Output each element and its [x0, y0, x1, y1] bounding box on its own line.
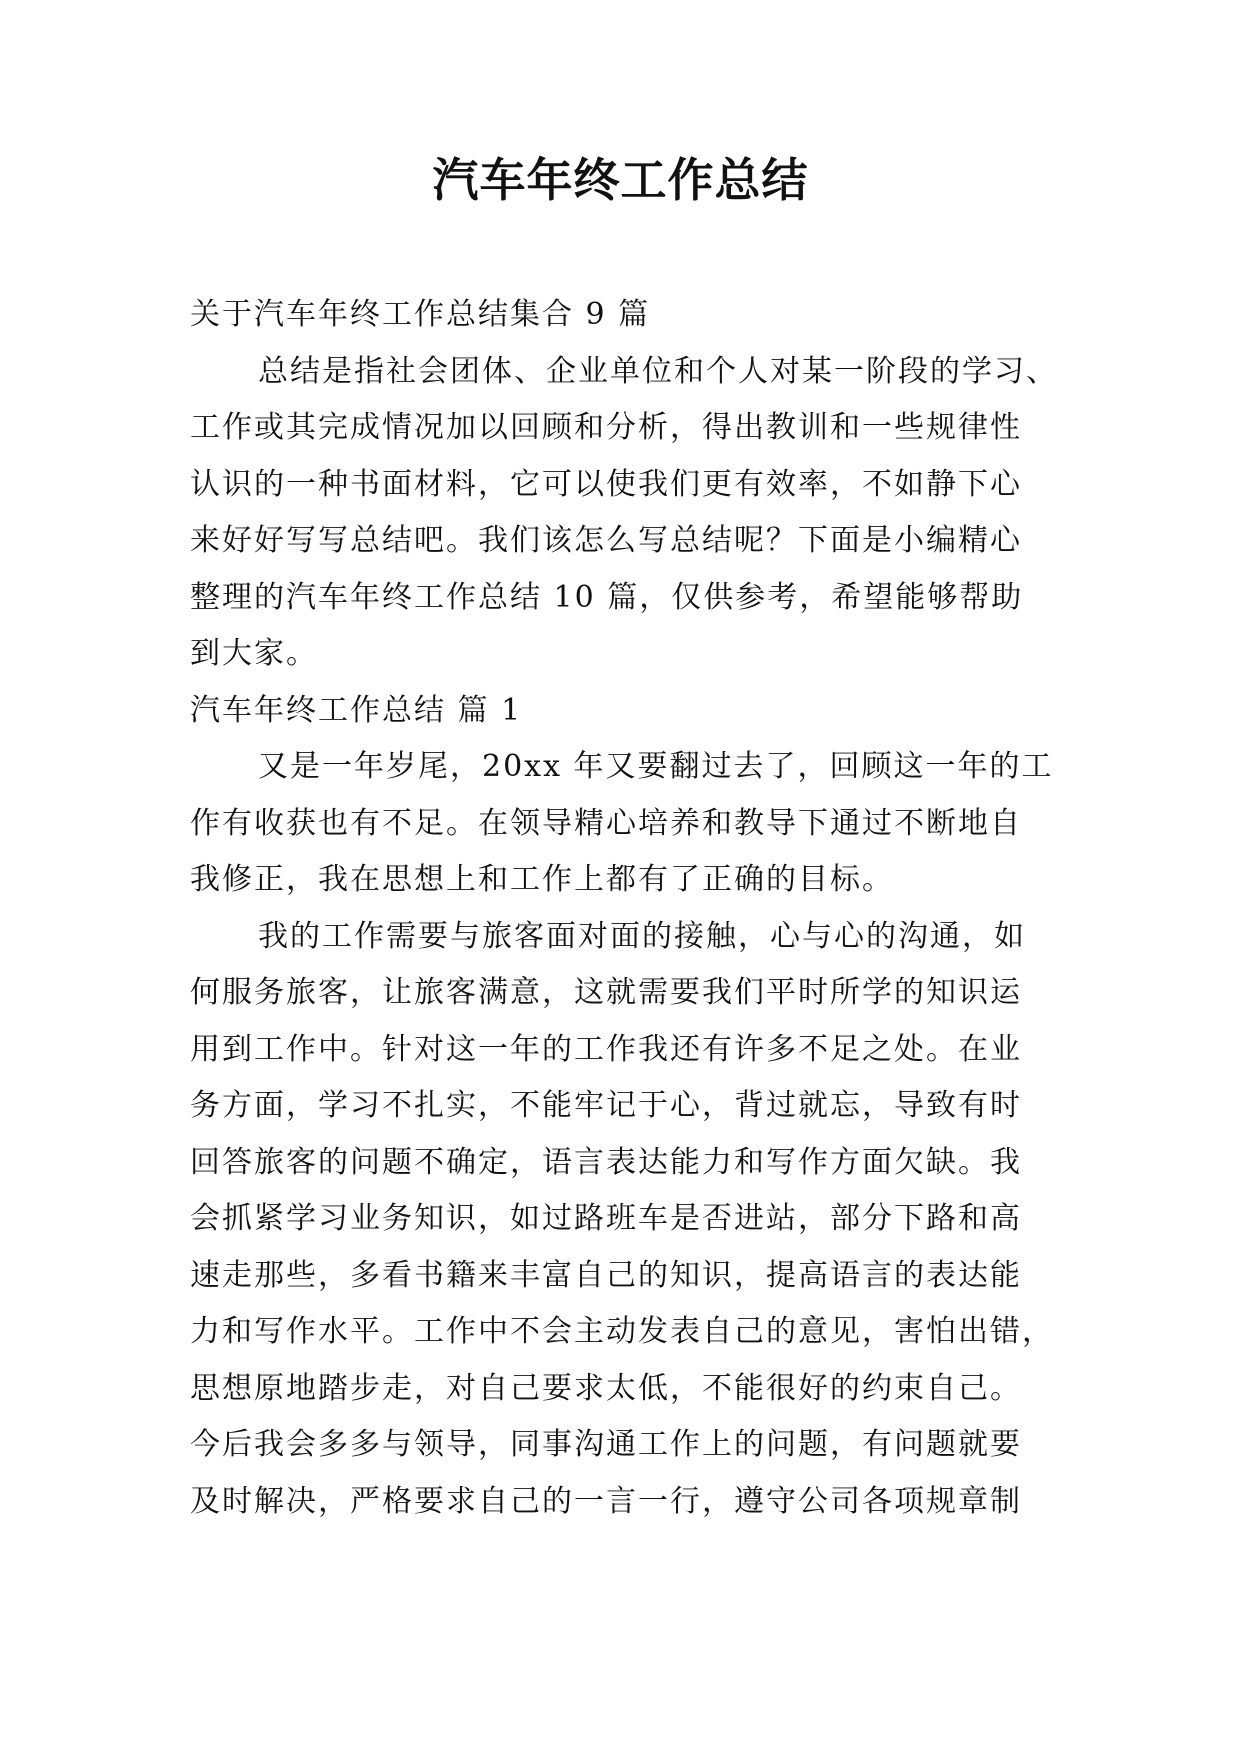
- text-line: 思想原地踏步走，对自己要求太低，不能很好的约束自己。: [190, 1370, 1022, 1406]
- text-line: 今后我会多多与领导，同事沟通工作上的问题，有问题就要: [190, 1427, 1022, 1462]
- text-line: 力和写作水平。工作中不会主动发表自己的意见，害怕出错，: [190, 1314, 1054, 1349]
- text-line: 我的工作需要与旅客面对面的接触，心与心的沟通，如: [258, 918, 1026, 954]
- document-title: 汽车年终工作总结: [432, 153, 809, 207]
- text-line: 认识的一种书面材料，它可以使我们更有效率，不如静下心: [190, 466, 1022, 502]
- text-line: 我修正，我在思想上和工作上都有了正确的目标。: [190, 862, 894, 897]
- text-line: 来好好写写总结吧。我们该怎么写总结呢？下面是小编精心: [190, 523, 1022, 558]
- text-line: 会抓紧学习业务知识，如过路班车是否进站，部分下路和高: [190, 1201, 1022, 1236]
- text-line: 及时解决，严格要求自己的一言一行，遵守公司各项规章制: [190, 1483, 1022, 1519]
- text-line: 作有收获也有不足。在领导精心培养和教导下通过不断地自: [190, 805, 1022, 841]
- text-line: 又是一年岁尾，20xx 年又要翻过去了，回顾这一年的工: [258, 749, 1054, 784]
- text-line: 汽车年终工作总结 篇 1: [190, 692, 523, 728]
- document-body: [190, 287, 1058, 1530]
- text-line: 整理的汽车年终工作总结 10 篇，仅供参考，希望能够帮助: [190, 579, 1024, 615]
- text-line: 回答旅客的问题不确定，语言表达能力和写作方面欠缺。我: [190, 1144, 1022, 1180]
- text-line: 关于汽车年终工作总结集合 9 篇: [190, 297, 651, 332]
- text-line: 用到工作中。针对这一年的工作我还有许多不足之处。在业: [190, 1031, 1022, 1067]
- text-line: 工作或其完成情况加以回顾和分析，得出教训和一些规律性: [190, 410, 1022, 445]
- text-line: 总结是指社会团体、企业单位和个人对某一阶段的学习、: [258, 353, 1058, 389]
- text-line: 速走那些，多看书籍来丰富自己的知识，提高语言的表达能: [190, 1257, 1022, 1293]
- text-line: 务方面，学习不扎实，不能牢记于心，背过就忘，导致有时: [190, 1088, 1022, 1123]
- text-line: 到大家。: [190, 636, 318, 671]
- text-line: 何服务旅客，让旅客满意，这就需要我们平时所学的知识运: [190, 975, 1022, 1010]
